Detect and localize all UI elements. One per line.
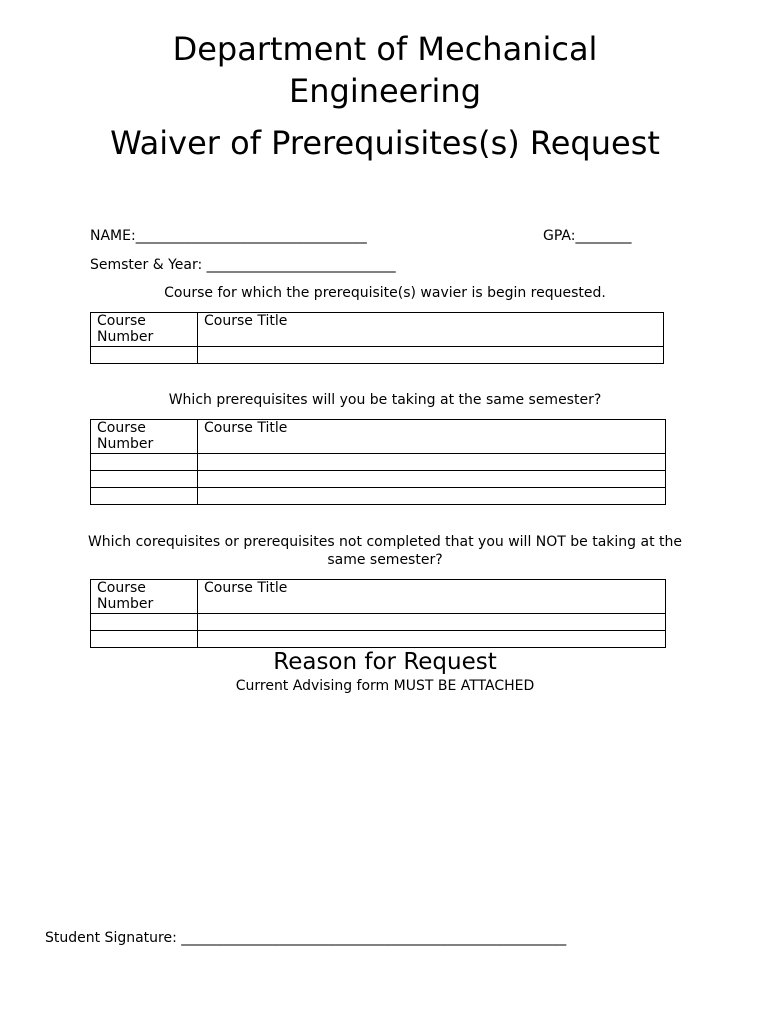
course-number-cell[interactable] — [91, 631, 198, 648]
course-number-header: Course Number — [91, 420, 198, 454]
gpa-label: GPA: — [543, 228, 576, 244]
course-number-cell[interactable] — [91, 614, 198, 631]
table-row — [91, 488, 666, 505]
form-title: Waiver of Prerequisites(s) Request — [110, 124, 660, 162]
table-row — [91, 631, 666, 648]
course-title-cell[interactable] — [198, 488, 666, 505]
table-header-row — [91, 313, 664, 347]
course-number-header: Course Number — [91, 580, 198, 614]
course-title-header: Course Title — [198, 313, 664, 347]
course-number-header: Course Number — [91, 313, 198, 347]
student-signature-field[interactable] — [45, 929, 566, 947]
section-3-prompt-line-2: same semester? — [327, 552, 443, 568]
signature-label: Student Signature: — [45, 930, 182, 946]
section-2-prompt: Which prerequisites will you be taking at the same semester? — [168, 392, 602, 408]
table-row — [91, 347, 664, 364]
requested-course-table — [90, 312, 664, 364]
course-number-cell[interactable] — [91, 347, 198, 364]
department-name-line-1: Department of Mechanical — [172, 30, 598, 68]
semester-year-line: ___________________________ — [206, 257, 396, 273]
table-header-row — [91, 580, 666, 614]
course-title-cell[interactable] — [198, 614, 666, 631]
course-title-cell[interactable] — [198, 347, 664, 364]
not-taking-prerequisites-table — [90, 579, 666, 648]
section-1-prompt: Course for which the prerequisite(s) wavier is begin requested. — [164, 285, 606, 301]
name-line: _________________________________ — [135, 228, 367, 244]
course-number-cell[interactable] — [91, 488, 198, 505]
table-row — [91, 471, 666, 488]
course-title-cell[interactable] — [198, 454, 666, 471]
concurrent-prerequisites-table — [90, 419, 666, 505]
course-number-cell[interactable] — [91, 454, 198, 471]
course-title-header: Course Title — [198, 580, 666, 614]
reason-text-area[interactable] — [90, 700, 666, 900]
advising-form-note: Current Advising form MUST BE ATTACHED — [235, 678, 535, 694]
course-title-header: Course Title — [198, 420, 666, 454]
course-title-cell[interactable] — [198, 631, 666, 648]
name-field[interactable] — [90, 227, 367, 245]
signature-line: _______________________________________________________ — [181, 930, 567, 946]
course-title-cell[interactable] — [198, 471, 666, 488]
table-header-row — [91, 420, 666, 454]
semester-year-label: Semster & Year: — [90, 257, 207, 273]
table-row — [91, 454, 666, 471]
section-3-prompt-line-1: Which corequisites or prerequisites not completed that you will NOT be taking at the — [87, 534, 683, 550]
course-number-cell[interactable] — [91, 471, 198, 488]
reason-heading: Reason for Request — [273, 649, 497, 675]
gpa-field[interactable] — [543, 227, 631, 245]
department-name-line-2: Engineering — [289, 72, 481, 110]
gpa-line: ________ — [575, 228, 632, 244]
name-label: NAME: — [90, 228, 136, 244]
semester-year-field[interactable] — [90, 256, 396, 274]
table-row — [91, 614, 666, 631]
